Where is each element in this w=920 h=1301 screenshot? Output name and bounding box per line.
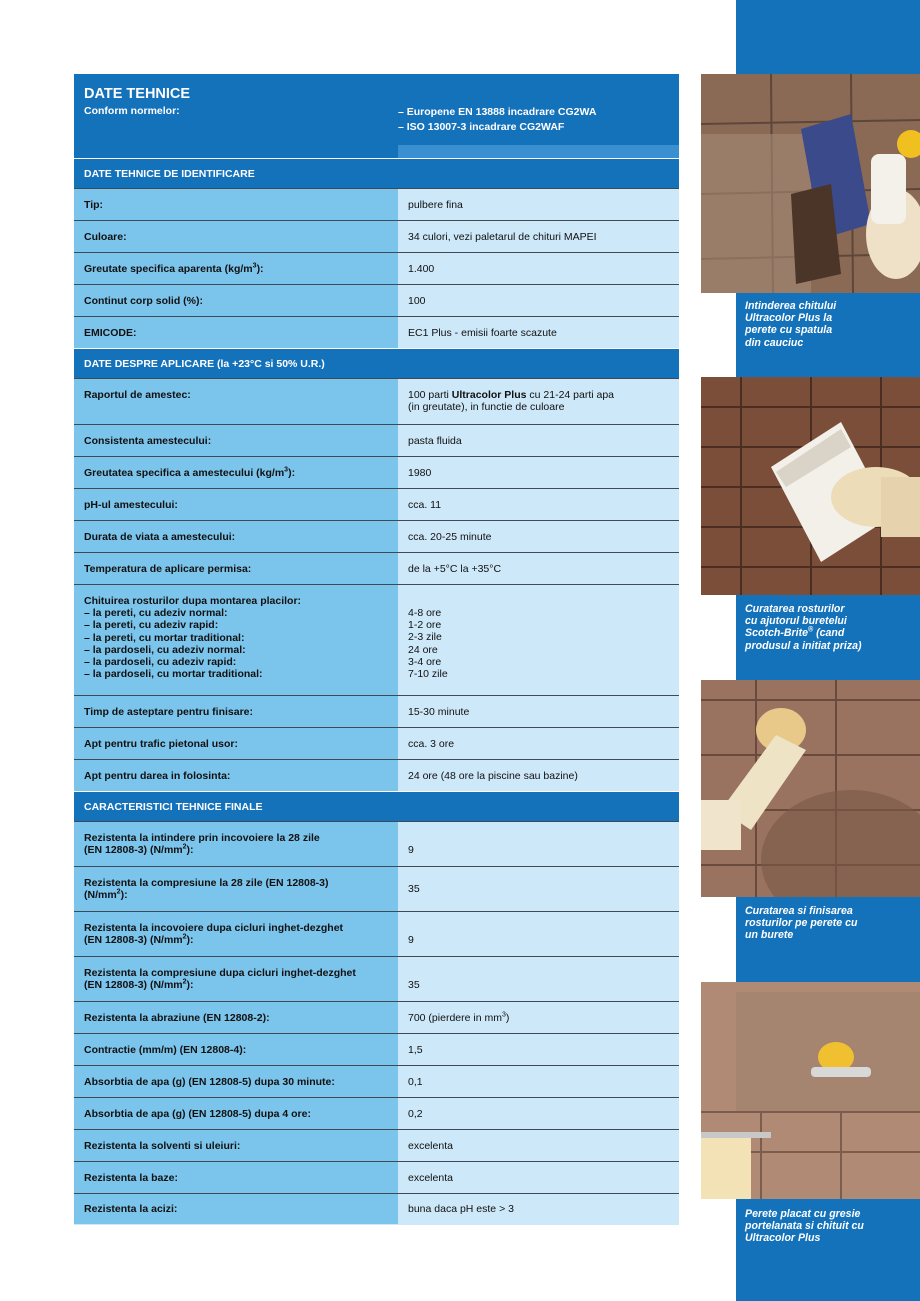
row-value: cca. 11: [398, 489, 679, 520]
table-row: [74, 1193, 679, 1225]
value-sub-item: 2-3 zile: [408, 631, 442, 644]
row-value: pulbere fina: [398, 189, 679, 220]
caption-2-line: [745, 627, 913, 639]
label-text: Rezistenta la compresiune dupa cicluri inghet-dezghet: [84, 967, 356, 979]
table-row: [74, 911, 679, 956]
value-text: ): [505, 1011, 510, 1024]
row-value: 1.400: [398, 253, 679, 284]
product-name: Ultracolor Plus: [451, 389, 527, 401]
row-value: 100: [398, 285, 679, 316]
row-value: cca. 20-25 minute: [398, 521, 679, 552]
label-sub-item: – la pardoseli, cu mortar traditional:: [84, 668, 263, 681]
photo-tiled-wall: [701, 982, 920, 1199]
conform-label: Conform normelor:: [84, 105, 180, 117]
label-text: Greutatea specifica a amestecului (kg/m: [84, 466, 285, 479]
section-application: DATE DESPRE APLICARE (la +23°C si 50% U.R.): [74, 348, 679, 378]
caption-4: [745, 1208, 913, 1245]
row-label: Rezistenta la baze:: [74, 1162, 398, 1193]
table-row: [74, 584, 679, 695]
caption-3-line: Curatarea si finisarea: [745, 905, 853, 917]
row-label: [74, 957, 398, 1001]
registered-mark: ®: [807, 626, 814, 634]
row-value: [398, 379, 679, 424]
row-label: [74, 912, 398, 956]
label-sub-item: – la pereti, cu adeziv normal:: [84, 607, 228, 620]
caption-4-line: Perete placat cu gresie: [745, 1208, 861, 1220]
superscript: 3: [501, 1011, 506, 1018]
row-value: 0,2: [398, 1098, 679, 1129]
table-row: [74, 520, 679, 552]
table-row: [74, 956, 679, 1001]
table-row: [74, 1129, 679, 1161]
row-label: Apt pentru trafic pietonal usor:: [74, 728, 398, 759]
row-value: pasta fluida: [398, 425, 679, 456]
table-row: [74, 1161, 679, 1193]
table-row: [74, 284, 679, 316]
value-text: 100 parti: [408, 389, 452, 401]
table-row: [74, 866, 679, 911]
row-value: 34 culori, vezi paletarul de chituri MAPEI: [398, 221, 679, 252]
row-label: Absorbtia de apa (g) (EN 12808-5) dupa 4 ore:: [74, 1098, 398, 1129]
caption-3-line: un burete: [745, 929, 794, 942]
label-sub-item: – la pereti, cu mortar traditional:: [84, 631, 245, 644]
row-value: cca. 3 ore: [398, 728, 679, 759]
row-value: [398, 1002, 679, 1033]
technical-data-table: [74, 74, 679, 1225]
value-sub-item: 3-4 ore: [408, 655, 442, 668]
label-text: Chituirea rosturilor dupa montarea placilor:: [84, 595, 302, 607]
label-text: Rezistenta la incovoiere dupa cicluri inghet-dezghet: [84, 922, 344, 934]
value-sub-item: 4-8 ore: [408, 607, 442, 619]
value-sub-item: 7-10 zile: [408, 668, 448, 681]
row-label: [74, 457, 398, 488]
table-header: [74, 74, 679, 145]
caption-1-line: Ultracolor Plus la: [745, 312, 833, 325]
table-row: [74, 1001, 679, 1033]
caption-3-line: rosturilor pe perete cu: [745, 917, 858, 930]
norm-item: – ISO 13007-3 incadrare CG2WAF: [398, 121, 565, 133]
superscript: 3: [252, 262, 257, 269]
superscript: 2: [182, 843, 187, 851]
row-label: Rezistenta la solventi si uleiuri:: [74, 1130, 398, 1161]
row-label: Durata de viata a amestecului:: [74, 521, 398, 552]
label-text: (EN 12808-3) (N/mm: [84, 934, 183, 946]
norms-list: [398, 105, 596, 135]
row-label: [74, 253, 398, 284]
row-value: de la +5°C la +35°C: [398, 553, 679, 584]
photo-sponge-finishing: [701, 680, 920, 897]
row-value: 15-30 minute: [398, 696, 679, 727]
row-label: Continut corp solid (%):: [74, 285, 398, 316]
label-text: ):: [256, 262, 264, 275]
table-row: [74, 821, 679, 866]
table-row: [74, 378, 679, 424]
row-label: [74, 867, 398, 911]
table-row: [74, 188, 679, 220]
table-row: [74, 759, 679, 791]
table-row: [74, 1033, 679, 1065]
row-value: 1,5: [398, 1034, 679, 1065]
row-value: 9: [398, 912, 679, 956]
row-value: 0,1: [398, 1066, 679, 1097]
table-row: [74, 488, 679, 520]
value-text: cu 21-24 parti apa: [526, 389, 615, 401]
norm-item: – Europene EN 13888 incadrare CG2WA: [398, 106, 597, 118]
row-label: Rezistenta la acizi:: [74, 1194, 398, 1224]
caption-2-rest: (cand: [813, 627, 845, 640]
row-label: Consistenta amestecului:: [74, 425, 398, 456]
section-final-characteristics: CARACTERISTICI TEHNICE FINALE: [74, 791, 679, 821]
row-label: Culoare:: [74, 221, 398, 252]
label-sub-item: – la pardoseli, cu adeziv rapid:: [84, 656, 237, 669]
row-label: Contractie (mm/m) (EN 12808-4):: [74, 1034, 398, 1065]
table-row: [74, 316, 679, 348]
row-value: 35: [398, 957, 679, 1001]
label-sub-item: – la pardoseli, cu adeziv normal:: [84, 643, 246, 656]
label-text: ):: [186, 934, 194, 946]
row-value: 24 ore (48 ore la piscine sau bazine): [398, 760, 679, 791]
label-text: (N/mm: [84, 889, 117, 901]
row-value: buna daca pH este > 3: [398, 1194, 679, 1224]
label-text: ):: [186, 844, 194, 856]
label-sub-item: – la pereti, cu adeziv rapid:: [84, 619, 219, 632]
table-row: [74, 220, 679, 252]
row-value: [398, 585, 679, 695]
row-label: Apt pentru darea in folosinta:: [74, 760, 398, 791]
label-text: (EN 12808-3) (N/mm: [84, 844, 183, 856]
section-identification: DATE TEHNICE DE IDENTIFICARE: [74, 158, 679, 188]
value-text: (in greutate), in functie de culoare: [408, 401, 565, 413]
caption-4-line: Ultracolor Plus: [745, 1232, 821, 1245]
photo-grout-spreading: [701, 74, 920, 293]
table-row: [74, 552, 679, 584]
label-text: ):: [186, 979, 194, 991]
value-text: 700 (pierdere in mm: [408, 1011, 502, 1024]
caption-2-line: cu ajutorul buretelui: [745, 615, 847, 628]
superscript: 2: [182, 933, 187, 941]
caption-1: [745, 300, 913, 349]
table-row: [74, 1097, 679, 1129]
value-sub-item: 24 ore: [408, 643, 438, 656]
row-label: Absorbtia de apa (g) (EN 12808-5) dupa 30 minute:: [74, 1066, 398, 1097]
page-title: DATE TEHNICE: [84, 86, 191, 102]
label-text: ):: [120, 889, 128, 901]
table-row: [74, 1065, 679, 1097]
row-value: 9: [398, 822, 679, 866]
label-text: Greutate specifica aparenta (kg/m: [84, 262, 253, 275]
photo-joint-cleaning: [701, 377, 920, 595]
caption-3: [745, 905, 913, 942]
row-label: Rezistenta la abraziune (EN 12808-2):: [74, 1002, 398, 1033]
table-row: [74, 424, 679, 456]
row-label: Timp de asteptare pentru finisare:: [74, 696, 398, 727]
row-label: Temperatura de aplicare permisa:: [74, 553, 398, 584]
superscript: 2: [182, 978, 187, 986]
table-row: [74, 727, 679, 759]
caption-2-brand: Scotch-Brite: [745, 627, 808, 640]
caption-2-line: produsul a initiat priza): [745, 639, 862, 652]
value-sub-item: 1-2 ore: [408, 619, 442, 632]
caption-2-line: Curatarea rosturilor: [745, 603, 845, 615]
table-row: [74, 456, 679, 488]
caption-4-line: portelanata si chituit cu: [745, 1220, 864, 1233]
caption-1-line: perete cu spatula: [745, 324, 833, 337]
row-label: pH-ul amestecului:: [74, 489, 398, 520]
label-text: ):: [288, 466, 296, 479]
header-spacer: [74, 145, 679, 158]
superscript: 3: [284, 466, 289, 473]
caption-2: [745, 603, 913, 652]
row-value: EC1 Plus - emisii foarte scazute: [398, 317, 679, 348]
row-label: EMICODE:: [74, 317, 398, 348]
row-value: 35: [398, 867, 679, 911]
caption-1-line: Intinderea chitului: [745, 300, 837, 312]
row-label: Tip:: [74, 189, 398, 220]
row-value: excelenta: [398, 1162, 679, 1193]
row-label: [74, 585, 398, 695]
label-text: Rezistenta la intindere prin incovoiere la 28 zile: [84, 832, 320, 844]
table-row: [74, 695, 679, 727]
row-value: excelenta: [398, 1130, 679, 1161]
row-label: [74, 822, 398, 866]
label-text: (EN 12808-3) (N/mm: [84, 979, 183, 991]
caption-1-line: din cauciuc: [745, 336, 804, 349]
row-value: 1980: [398, 457, 679, 488]
superscript: 2: [116, 888, 121, 896]
row-label: Raportul de amestec:: [74, 379, 398, 424]
label-text: Rezistenta la compresiune la 28 zile (EN 12808-3): [84, 877, 329, 889]
table-row: [74, 252, 679, 284]
